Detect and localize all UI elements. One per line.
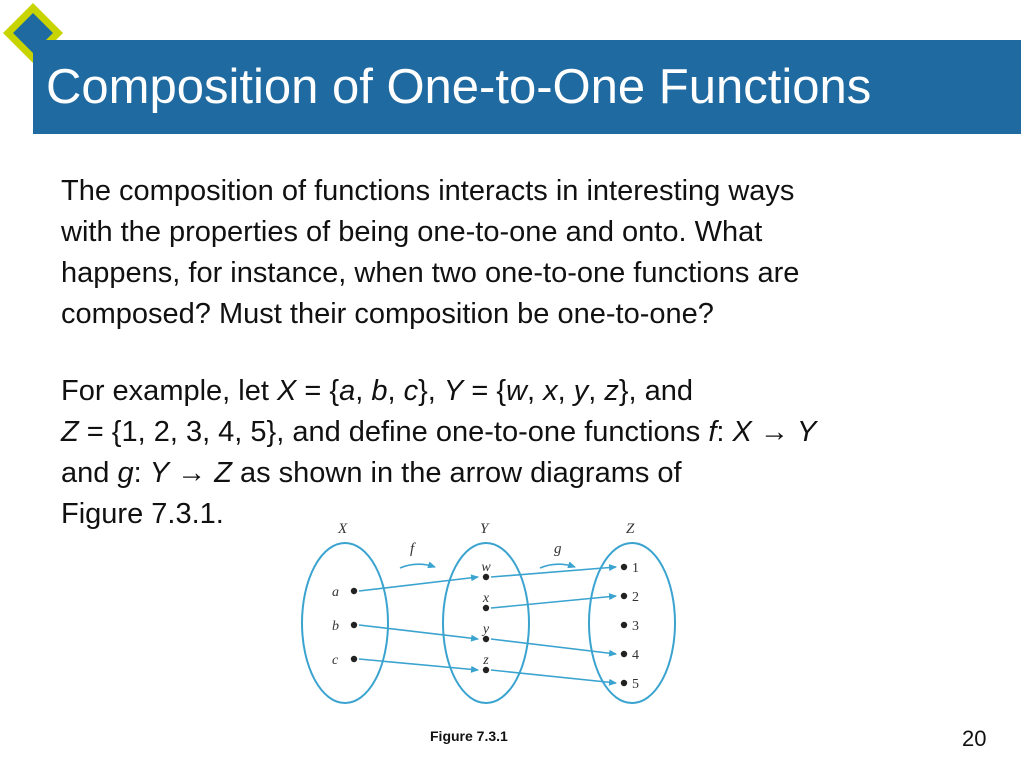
f-arrow-b-y — [359, 625, 478, 639]
element-dot-4 — [621, 651, 627, 657]
set-label-x: X — [338, 521, 348, 537]
set-label-y: Y — [480, 521, 489, 537]
element-label-3: 3 — [632, 619, 639, 634]
element-label-a: a — [332, 585, 339, 600]
f-arrow-a-w — [359, 577, 478, 591]
element-label-z: z — [483, 653, 489, 668]
g-arrow-x-2 — [491, 596, 616, 608]
element-label-b: b — [332, 619, 339, 634]
page-number: 20 — [962, 726, 987, 751]
intro-line: happens, for instance, when two one-to-one functions are — [61, 257, 800, 289]
intro-line: composed? Must their composition be one-to-one? — [61, 298, 714, 330]
element-label-5: 5 — [632, 677, 639, 692]
arrow-diagram — [290, 510, 690, 710]
element-dot-3 — [621, 622, 627, 628]
example-line-3: and g: Y → Z as shown in the arrow diagrams of — [61, 457, 682, 489]
element-label-1: 1 — [632, 561, 639, 576]
intro-line: The composition of functions interacts in interesting ways — [61, 175, 795, 207]
set-label-z: Z — [626, 521, 635, 537]
figure-caption: Figure 7.3.1 — [430, 728, 508, 744]
element-label-w: w — [481, 560, 491, 575]
example-line-1: For example, let X = {a, b, c}, Y = {w, x, y, z}, and — [61, 375, 694, 407]
element-label-c: c — [332, 653, 339, 668]
element-dot-b — [351, 622, 357, 628]
function-label-f: f — [410, 541, 415, 557]
element-dot-2 — [621, 593, 627, 599]
intro-line: with the properties of being one-to-one and onto. What — [61, 216, 763, 248]
element-label-y: y — [482, 622, 490, 637]
set-x-ellipse — [302, 543, 388, 703]
element-label-x: x — [482, 591, 490, 606]
example-line-4: Figure 7.3.1. — [61, 498, 224, 530]
slide-title: Composition of One-to-One Functions — [46, 60, 872, 114]
function-label-g: g — [554, 541, 562, 557]
element-label-4: 4 — [632, 648, 639, 663]
intro-paragraph — [61, 171, 799, 335]
g-arrow-y-4 — [491, 639, 616, 654]
element-label-2: 2 — [632, 590, 639, 605]
f-arrow-c-z — [359, 659, 478, 670]
element-dot-1 — [621, 564, 627, 570]
g-label-arrow — [540, 564, 575, 568]
element-dot-5 — [621, 680, 627, 686]
example-line-2: Z = {1, 2, 3, 4, 5}, and define one-to-one functions f: X → Y — [61, 416, 817, 448]
element-dot-c — [351, 656, 357, 662]
element-dot-a — [351, 588, 357, 594]
f-label-arrow — [400, 564, 435, 568]
